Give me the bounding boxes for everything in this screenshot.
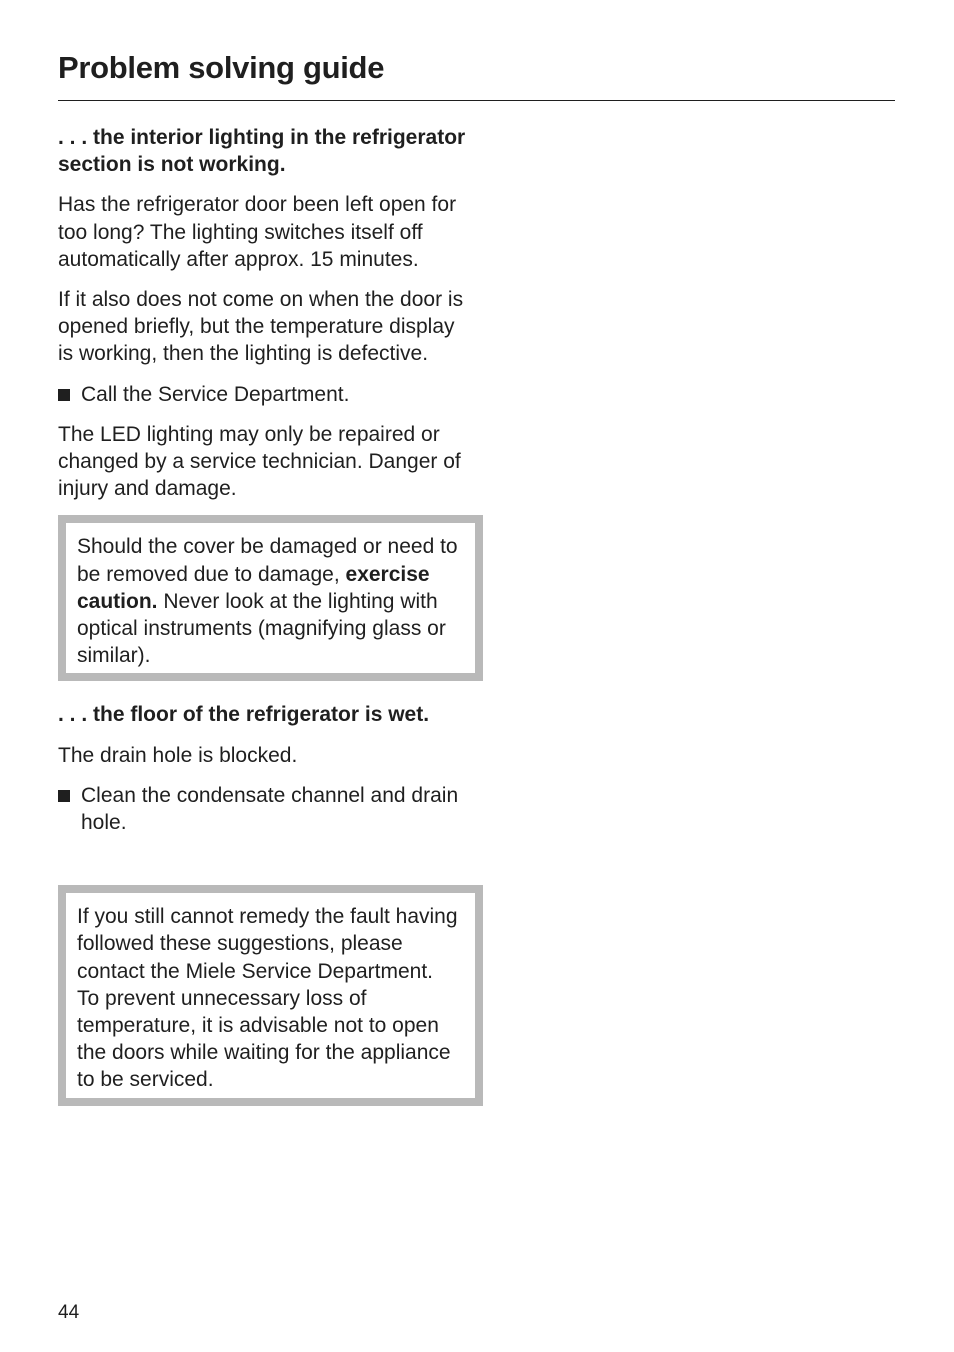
service-note-line-1: If you still cannot remedy the fault having followed these suggestions, please contact the Miele Service Department. (77, 905, 458, 983)
warning-text-start: Should the cover be damaged or need to be removed due to damage, (77, 535, 458, 586)
page-number: 44 (58, 1302, 80, 1323)
section-heading-interior-lighting: . . . the interior lighting in the refrigerator section is not working. (58, 126, 466, 177)
warning-box (58, 515, 483, 681)
paragraph-door-open: Has the refrigerator door been left open for too long? The lighting switches itself off automatically after approx. 15 minutes. (58, 193, 457, 271)
paragraph-lighting-defective: If it also does not come on when the door is opened briefly, but the temperature display is working, then the lighting is defective. (58, 288, 464, 366)
list-item-text: Call the Service Department. (81, 382, 350, 406)
warning-emphasis: exercise caution. (77, 562, 430, 613)
section-heading-floor-wet: . . . the floor of the refrigerator is wet. (58, 703, 430, 727)
warning-text (77, 533, 465, 669)
list-item-call-service (58, 381, 468, 408)
page-title: Problem solving guide (58, 50, 385, 85)
main-column (58, 124, 468, 1126)
paragraph-drain-blocked: The drain hole is blocked. (58, 743, 298, 767)
service-note-box (58, 885, 483, 1105)
square-bullet-icon (58, 389, 70, 401)
list-item-text: Clean the condensate channel and drain hole. (81, 783, 459, 835)
paragraph-led-repair: The LED lighting may only be repaired or changed by a service technician. Danger of injury and damage. (58, 422, 461, 501)
square-bullet-icon (58, 790, 70, 802)
warning-text-end: Never look at the lighting with optical instruments (magnifying glass or similar). (77, 589, 446, 668)
list-item-clean-drain (58, 782, 468, 836)
service-note-line-2: To prevent unnecessary loss of temperature, it is advisable not to open the doors while waiting for the appliance to be serviced. (77, 986, 451, 1092)
title-divider (58, 100, 895, 101)
